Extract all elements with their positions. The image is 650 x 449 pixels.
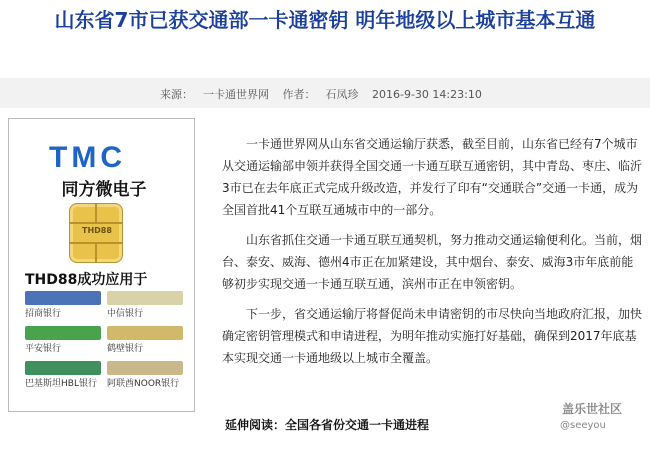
author-name: 石凤珍 — [325, 88, 359, 101]
card-image — [25, 361, 101, 375]
bank-name: 鹤壁银行 — [107, 344, 144, 354]
bank-card — [107, 291, 183, 319]
article-paragraph: 山东省抓住交通一卡通互联互通契机，努力推动交通运输便利化。当前，烟台、泰安、威海、德州4市正在加紧建设，其中烟台、泰安、威海3市年底前能够初步实现交通一卡通互联互通，滨州市正在申领密钥。 — [222, 233, 643, 291]
article-paragraph: 下一步，省交通运输厅将督促尚未申请密钥的市尽快向当地政府汇报，加快确定密钥管理模式和申请进程，为明年推动实施打好基础，确保到2017年底基本实现交通一卡通地级以上城市全覆盖。 — [222, 307, 643, 365]
chip-icon — [69, 203, 123, 263]
source-link[interactable]: 一卡通世界网 — [203, 88, 269, 101]
ad-headline: THD88成功应用于 — [25, 272, 148, 288]
article-meta-bar — [0, 78, 650, 108]
bank-card — [25, 326, 101, 354]
card-image — [107, 361, 183, 375]
article-paragraph: 一卡通世界网从山东省交通运输厅获悉，截至目前，山东省已经有7个城市从交通运输部申领并获得全国交通一卡通互联互通密钥，其中青岛、枣庄、临沂3市已在去年底正式完成升级改造，并发行了印有“交通联合”交通一卡通，成为全国首批41个互联互通城市中的一部分。 — [222, 137, 643, 217]
bank-name: 中信银行 — [107, 309, 144, 319]
card-image — [25, 291, 101, 305]
chip-label: THD88 — [82, 226, 112, 235]
article-title: 山东省7市已获交通部一卡通密钥 明年地级以上城市基本互通 — [54, 8, 596, 32]
bank-name: 平安银行 — [25, 344, 62, 354]
author-label: 作者： — [282, 88, 316, 101]
bank-name: 招商银行 — [25, 309, 62, 319]
watermark-title: 盖乐世社区 — [562, 402, 623, 416]
card-image — [25, 326, 101, 340]
source-label: 来源： — [160, 88, 193, 101]
extended-reading-link[interactable]: 延伸阅读：全国各省份交通一卡通进程 — [225, 418, 430, 432]
bank-name: 阿联酋NOOR银行 — [107, 379, 180, 389]
tmc-logo: TMC — [49, 141, 126, 174]
watermark-handle: @seeyou — [560, 420, 606, 431]
bank-card — [25, 291, 101, 319]
card-image — [107, 326, 183, 340]
company-name: 同方微电子 — [61, 180, 147, 200]
advertisement-banner[interactable] — [8, 118, 195, 412]
bank-card — [107, 361, 183, 389]
bank-card — [25, 361, 101, 389]
card-image — [107, 291, 183, 305]
publish-date: 2016-9-30 14:23:10 — [372, 88, 482, 101]
bank-card — [107, 326, 183, 354]
bank-name: 巴基斯坦HBL银行 — [25, 379, 97, 389]
article-body — [222, 133, 642, 377]
